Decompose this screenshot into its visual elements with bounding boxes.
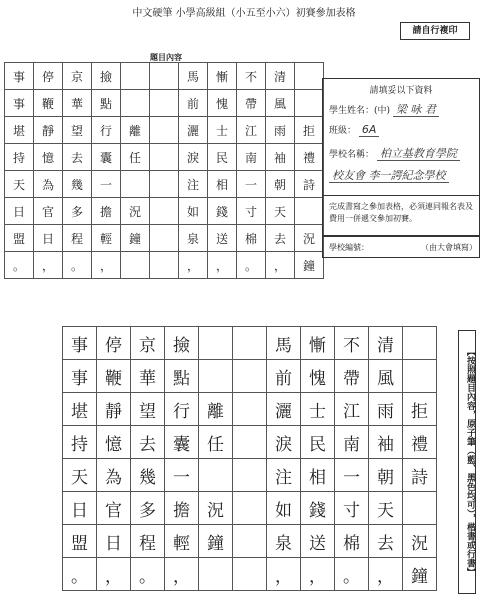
- grid-cell: ，: [97, 558, 131, 591]
- grid-cell: 拒: [295, 117, 324, 144]
- grid-cell: 朝: [266, 171, 295, 198]
- grid-cell: [199, 360, 233, 393]
- grid-cell: [150, 117, 179, 144]
- grid-cell: ，: [34, 252, 63, 279]
- grid-cell: 袖: [266, 144, 295, 171]
- grid-cell: 點: [165, 360, 199, 393]
- grid-cell: 京: [131, 327, 165, 360]
- grid-cell: 事: [5, 90, 34, 117]
- topic-grid: [4, 62, 324, 279]
- grid-cell: 淚: [267, 426, 301, 459]
- grid-cell: 任: [199, 426, 233, 459]
- grid-cell: 朝: [369, 459, 403, 492]
- grid-cell: [295, 63, 324, 90]
- grid-cell: 行: [92, 117, 121, 144]
- school-row-2: [329, 167, 449, 183]
- grid-cell: 日: [5, 198, 34, 225]
- grid-cell: 日: [34, 225, 63, 252]
- grid-cell: 淚: [179, 144, 208, 171]
- grid-cell: 泉: [267, 525, 301, 558]
- school-value-1: 柏立基教育學院: [377, 147, 460, 161]
- grid-cell: 囊: [165, 426, 199, 459]
- grid-cell: [233, 459, 267, 492]
- grid-cell: 況: [295, 225, 324, 252]
- grid-cell: 輕: [165, 525, 199, 558]
- info-divider: [323, 195, 479, 196]
- grid-cell: [121, 252, 150, 279]
- grid-cell: 相: [301, 459, 335, 492]
- name-row: [329, 101, 439, 117]
- grid-cell: [403, 360, 437, 393]
- grid-cell: 鐘: [121, 225, 150, 252]
- grid-cell: 點: [92, 90, 121, 117]
- grid-cell: 事: [5, 63, 34, 90]
- grid-cell: [403, 492, 437, 525]
- grid-cell: [295, 198, 324, 225]
- grid-cell: 盟: [5, 225, 34, 252]
- grid-cell: 鞭: [97, 360, 131, 393]
- grid-cell: [199, 558, 233, 591]
- grid-cell: 。: [237, 252, 266, 279]
- grid-cell: 灑: [267, 393, 301, 426]
- school-code-box: [322, 236, 480, 258]
- grid-cell: [150, 225, 179, 252]
- grid-cell: 袖: [369, 426, 403, 459]
- grid-cell: 注: [179, 171, 208, 198]
- grid-cell: 注: [267, 459, 301, 492]
- grid-cell: [199, 459, 233, 492]
- grid-cell: 帶: [335, 360, 369, 393]
- grid-cell: 去: [131, 426, 165, 459]
- grid-cell: [233, 327, 267, 360]
- grid-cell: 江: [237, 117, 266, 144]
- grid-cell: 持: [63, 426, 97, 459]
- grid-cell: 愧: [208, 90, 237, 117]
- grid-cell: 停: [97, 327, 131, 360]
- grid-cell: 幾: [131, 459, 165, 492]
- grid-cell: 況: [403, 525, 437, 558]
- grid-cell: 。: [335, 558, 369, 591]
- instruction-side-note: 【按照題目內容，原子筆（藍、黑色均可），楷書或行書】: [458, 330, 476, 594]
- grid-cell: 禮: [295, 144, 324, 171]
- grid-cell: 鐘: [295, 252, 324, 279]
- grid-cell: 清: [266, 63, 295, 90]
- grid-cell: 棉: [237, 225, 266, 252]
- grid-cell: 囊: [92, 144, 121, 171]
- grid-cell: 事: [63, 360, 97, 393]
- handwriting-grid: [62, 326, 437, 591]
- grid-cell: 去: [369, 525, 403, 558]
- grid-cell: 程: [63, 225, 92, 252]
- grid-cell: [403, 327, 437, 360]
- grid-cell: 日: [63, 492, 97, 525]
- grid-row: [63, 327, 437, 360]
- grid-cell: 擔: [165, 492, 199, 525]
- grid-cell: 一: [237, 171, 266, 198]
- info-header: 請填妥以下資料: [369, 86, 433, 96]
- grid-cell: 一: [165, 459, 199, 492]
- grid-cell: 靜: [97, 393, 131, 426]
- grid-cell: 士: [301, 393, 335, 426]
- grid-cell: [233, 393, 267, 426]
- school-value-2: 校友會 李一諤紀念學校: [329, 169, 449, 183]
- grid-cell: 前: [267, 360, 301, 393]
- grid-cell: [150, 171, 179, 198]
- grid-cell: 送: [208, 225, 237, 252]
- grid-cell: [233, 492, 267, 525]
- grid-cell: 馬: [179, 63, 208, 90]
- grid-cell: [233, 360, 267, 393]
- grid-cell: 愧: [301, 360, 335, 393]
- grid-cell: 詩: [295, 171, 324, 198]
- form-title: 中文硬筆 小學高級組（小五至小六）初賽參加表格: [132, 8, 356, 19]
- info-note: 完成書寫之參加表格，必須連同報名表及費用一併遞交參加初賽。: [329, 202, 473, 223]
- grid-cell: 清: [369, 327, 403, 360]
- name-label: 學生姓名：(中): [329, 106, 391, 116]
- grid-cell: 盟: [63, 525, 97, 558]
- grid-cell: 不: [335, 327, 369, 360]
- grid-cell: [121, 171, 150, 198]
- grid-row: [63, 426, 437, 459]
- grid-row: [63, 393, 437, 426]
- grid-cell: 天: [5, 171, 34, 198]
- grid-cell: 寸: [237, 198, 266, 225]
- grid-cell: [150, 252, 179, 279]
- grid-cell: 詩: [403, 459, 437, 492]
- grid-cell: 。: [63, 558, 97, 591]
- grid-cell: 寸: [335, 492, 369, 525]
- grid-cell: 多: [131, 492, 165, 525]
- grid-cell: 如: [267, 492, 301, 525]
- grid-row: [5, 144, 324, 171]
- grid-row: [63, 492, 437, 525]
- grid-row: [5, 63, 324, 90]
- grid-row: [5, 171, 324, 198]
- grid-cell: 慚: [301, 327, 335, 360]
- grid-cell: ，: [266, 252, 295, 279]
- grid-cell: ，: [267, 558, 301, 591]
- grid-cell: [295, 90, 324, 117]
- copy-stamp: 請自行複印: [400, 22, 470, 40]
- grid-cell: 天: [63, 459, 97, 492]
- grid-cell: 棉: [335, 525, 369, 558]
- grid-cell: [150, 63, 179, 90]
- grid-row: [5, 90, 324, 117]
- grid-cell: 擔: [92, 198, 121, 225]
- grid-cell: 堪: [5, 117, 34, 144]
- grid-cell: 持: [5, 144, 34, 171]
- grid-cell: [233, 525, 267, 558]
- grid-cell: 堪: [63, 393, 97, 426]
- grid-row: [63, 360, 437, 393]
- grid-cell: 京: [63, 63, 92, 90]
- grid-cell: 官: [34, 198, 63, 225]
- grid-cell: 況: [121, 198, 150, 225]
- grid-cell: 禮: [403, 426, 437, 459]
- grid-cell: ，: [301, 558, 335, 591]
- grid-cell: 為: [97, 459, 131, 492]
- grid-cell: 江: [335, 393, 369, 426]
- grid-cell: 靜: [34, 117, 63, 144]
- grid-row: [5, 117, 324, 144]
- grid-cell: 。: [131, 558, 165, 591]
- grid-cell: 雨: [369, 393, 403, 426]
- grid-cell: 民: [208, 144, 237, 171]
- class-label: 班級：: [329, 126, 357, 136]
- grid-cell: 望: [63, 117, 92, 144]
- grid-cell: ，: [179, 252, 208, 279]
- grid-cell: 錢: [208, 198, 237, 225]
- grid-row: [63, 525, 437, 558]
- grid-cell: ，: [165, 558, 199, 591]
- grid-cell: 帶: [237, 90, 266, 117]
- grid-cell: 任: [121, 144, 150, 171]
- grid-cell: 鐘: [403, 558, 437, 591]
- school-label: 學校名稱：: [329, 150, 375, 160]
- grid-cell: [121, 90, 150, 117]
- grid-cell: 事: [63, 327, 97, 360]
- grid-cell: 幾: [63, 171, 92, 198]
- grid-cell: [150, 144, 179, 171]
- grid-cell: 拒: [403, 393, 437, 426]
- grid-cell: 況: [199, 492, 233, 525]
- grid-cell: 相: [208, 171, 237, 198]
- school-code-label: 學校編號：: [329, 243, 369, 252]
- class-value: 6A: [359, 123, 380, 137]
- grid-cell: 雨: [266, 117, 295, 144]
- grid-cell: 離: [121, 117, 150, 144]
- grid-cell: 南: [335, 426, 369, 459]
- grid-cell: 華: [131, 360, 165, 393]
- grid-cell: 風: [369, 360, 403, 393]
- grid-cell: 鐘: [199, 525, 233, 558]
- grid-cell: 去: [63, 144, 92, 171]
- grid-cell: 天: [369, 492, 403, 525]
- grid-cell: 日: [97, 525, 131, 558]
- grid-cell: 鞭: [34, 90, 63, 117]
- grid-cell: 撿: [165, 327, 199, 360]
- grid-cell: 望: [131, 393, 165, 426]
- name-value: 梁 咏 君: [393, 103, 439, 117]
- grid-cell: 灑: [179, 117, 208, 144]
- grid-cell: 一: [92, 171, 121, 198]
- grid-cell: 官: [97, 492, 131, 525]
- grid-cell: 程: [131, 525, 165, 558]
- grid-cell: 不: [237, 63, 266, 90]
- grid-cell: [150, 198, 179, 225]
- grid-cell: 為: [34, 171, 63, 198]
- grid-cell: 天: [266, 198, 295, 225]
- grid-cell: 輕: [92, 225, 121, 252]
- grid-cell: 去: [266, 225, 295, 252]
- grid-cell: ，: [92, 252, 121, 279]
- grid-cell: ，: [208, 252, 237, 279]
- grid-row: [5, 225, 324, 252]
- grid-row: [5, 198, 324, 225]
- topic-label: 題目內容: [150, 52, 182, 62]
- grid-cell: 。: [63, 252, 92, 279]
- school-row: [329, 145, 460, 161]
- grid-cell: 多: [63, 198, 92, 225]
- school-code-note: （由大會填寫）: [421, 243, 477, 252]
- student-info-box: [322, 78, 480, 236]
- grid-cell: 。: [5, 252, 34, 279]
- grid-cell: 華: [63, 90, 92, 117]
- grid-cell: 士: [208, 117, 237, 144]
- grid-cell: 民: [301, 426, 335, 459]
- grid-cell: 馬: [267, 327, 301, 360]
- grid-cell: [150, 90, 179, 117]
- grid-row: [63, 558, 437, 591]
- grid-cell: 憶: [34, 144, 63, 171]
- grid-cell: 如: [179, 198, 208, 225]
- grid-cell: 泉: [179, 225, 208, 252]
- grid-cell: ，: [369, 558, 403, 591]
- grid-cell: 風: [266, 90, 295, 117]
- class-row: [329, 123, 379, 136]
- grid-cell: 行: [165, 393, 199, 426]
- grid-cell: 慚: [208, 63, 237, 90]
- grid-cell: [233, 558, 267, 591]
- grid-cell: [199, 327, 233, 360]
- grid-cell: [121, 63, 150, 90]
- grid-cell: 憶: [97, 426, 131, 459]
- grid-cell: 前: [179, 90, 208, 117]
- grid-cell: 送: [301, 525, 335, 558]
- grid-cell: 錢: [301, 492, 335, 525]
- grid-cell: 南: [237, 144, 266, 171]
- grid-row: [5, 252, 324, 279]
- grid-row: [63, 459, 437, 492]
- grid-cell: 停: [34, 63, 63, 90]
- grid-cell: [233, 426, 267, 459]
- grid-cell: 一: [335, 459, 369, 492]
- grid-cell: 撿: [92, 63, 121, 90]
- grid-cell: 離: [199, 393, 233, 426]
